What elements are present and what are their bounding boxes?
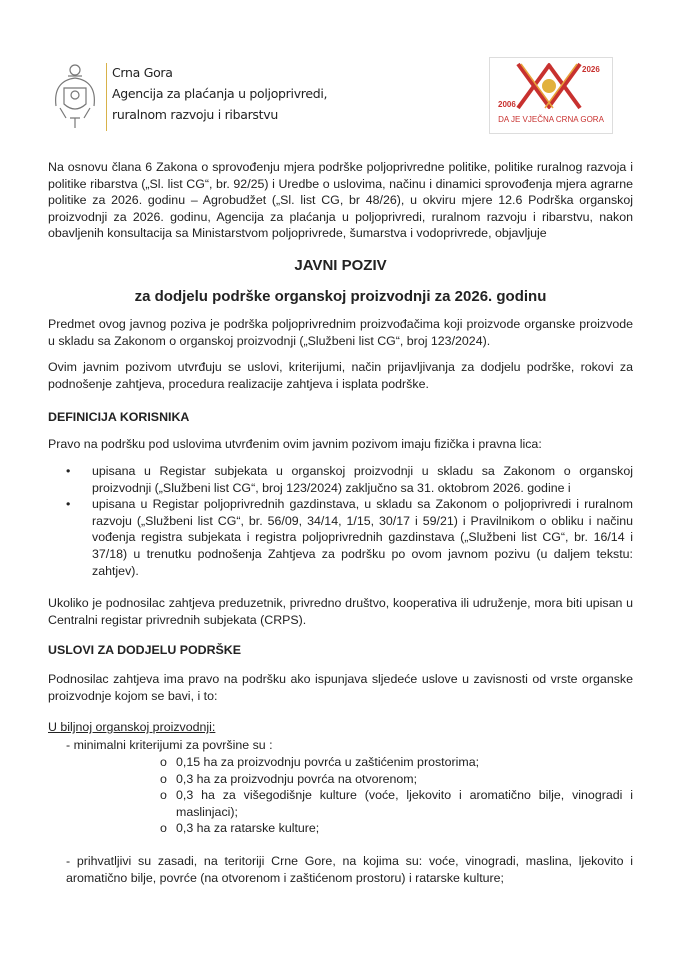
intro-paragraph: Na osnovu člana 6 Zakona o sprovođenju mjera podrške poljoprivredne politike, politike ruralnog razvoja i politike ribarstva („Sl. list CG“, br. 92/25) i Uredbe o uslovima, načinu i dinamici sprovođenja mjera agrarne politike za 2026. godinu – Agrobudžet („Sl. list CG, br 48/26), u okviru mjere 12.6 Podrška organskoj proizvodnji za 2026. godinu, Agencija za plaćanja u poljoprivredi, ruralnom razvoju i ribarstvu, nakon obavljenih konsultacija sa Ministarstvom poljoprivrede, šumarstva i vodoprivrede, objavljuje xyxy=(48,160,633,241)
list-item xyxy=(48,771,633,788)
org-line: Crna Gora xyxy=(112,65,173,80)
item-text: 0,3 ha za proizvodnju povrća na otvorenom; xyxy=(176,771,418,786)
header-divider xyxy=(106,63,107,131)
subject-paragraph: Predmet ovog javnog poziva je podrška poljoprivrednim proizvođačima koji proizvode organske proizvode u skladu sa Zakonom o organskoj proizvodnji („Službeni list CG“, broj 123/2024). xyxy=(48,317,633,348)
bullet-marker: o xyxy=(160,771,167,786)
list-item xyxy=(48,787,633,820)
eligibility-paragraph: Pravo na podršku pod uslovima utvrđenim ovim javnim pozivom imaju fizička i pravna lica: xyxy=(48,437,542,451)
org-line: Agencija za plaćanja u poljoprivredi, xyxy=(112,86,328,101)
plant-production-heading: U biljnoj organskoj proizvodnji: xyxy=(48,720,216,734)
crps-paragraph: Ukoliko je podnosilac zahtjeva preduzetnik, privredno društvo, kooperativa ili udruženje, mora biti upisan u Centralni registar privrednih subjekata (CRPS). xyxy=(48,596,633,627)
logo-year-end: 2026 xyxy=(582,65,600,74)
area-criteria-list xyxy=(48,754,633,837)
section-heading-uslovi: USLOVI ZA DODJELU PODRŠKE xyxy=(48,643,241,657)
eligibility-list xyxy=(48,463,633,579)
anniversary-logo xyxy=(489,57,613,134)
section-heading-definicija: DEFINICIJA KORISNIKA xyxy=(48,410,190,424)
item-text: 0,3 ha za višegodišnje kulture (voće, ljekovito i aromatično bilje, vinogradi i maslinjaci); xyxy=(176,788,633,819)
organization-name xyxy=(112,62,327,125)
list-item: • upisana u Registar subjekata u organskoj proizvodnji u skladu sa Zakonom o organskoj proizvodnji („Službeni list CG“, broj 123/2024) zaključno sa 31. oktobrom 2026. godine i xyxy=(48,463,633,496)
org-line: ruralnom razvoju i ribarstvu xyxy=(112,107,278,122)
list-item xyxy=(48,754,633,771)
item-text: 0,15 ha za proizvodnju povrća u zaštićenim prostorima; xyxy=(176,755,480,769)
logo-year-start: 2006 xyxy=(498,100,516,109)
list-item xyxy=(48,820,633,837)
eligible-crops-paragraph: - prihvatljivi su zasadi, na teritoriji Crne Gore, na kojima su: voće, vinogradi, maslina, ljekovito i aromatično bilje, povrće (na otvorenom i zaštićenom prostoru) i ratarske kulture; xyxy=(66,854,633,885)
xx-emblem-icon xyxy=(490,58,612,133)
min-criteria-label: - minimalni kriterijumi za površine su : xyxy=(66,738,273,752)
document-subtitle: za dodjelu podrške organskoj proizvodnji za 2026. godinu xyxy=(134,288,547,305)
coat-of-arms-icon xyxy=(50,62,100,130)
document-title: JAVNI POZIV xyxy=(294,257,387,274)
list-item: • upisana u Registar poljoprivrednih gazdinstava, u skladu sa Zakonom o poljoprivredi i ruralnom razvoju („Službeni list CG“, br. 56/09, 34/14, 1/15, 30/17 i 59/21) i Pravilnikom o obliku i načinu vođenja registra subjekata i registra poljoprivrednih gazdinstava („Službeni list CG“, br. 16/14 i 37/18) u trenutku podnošenja Zahtjeva za podršku po ovom javnom pozivu (u daljem tekstu: zahtjev). xyxy=(48,496,633,579)
conditions-paragraph: Podnosilac zahtjeva ima pravo na podršku ako ispunjava sljedeće uslove u zavisnosti od vrste organske proizvodnje kojom se bavi, i to: xyxy=(48,672,633,703)
scope-paragraph: Ovim javnim pozivom utvrđuju se uslovi, kriterijumi, način prijavljivanja za dodjelu podrške, rokovi za podnošenje zahtjeva, procedura realizacije zahtjeva i isplata podrške. xyxy=(48,360,633,391)
bullet-marker: o xyxy=(160,755,167,769)
item-text: 0,3 ha za ratarske kulture; xyxy=(176,821,320,836)
bullet-marker: o xyxy=(160,788,167,803)
logo-motto: DA JE VJEČNA CRNA GORA xyxy=(498,115,604,124)
bullet-marker: o xyxy=(160,821,167,836)
